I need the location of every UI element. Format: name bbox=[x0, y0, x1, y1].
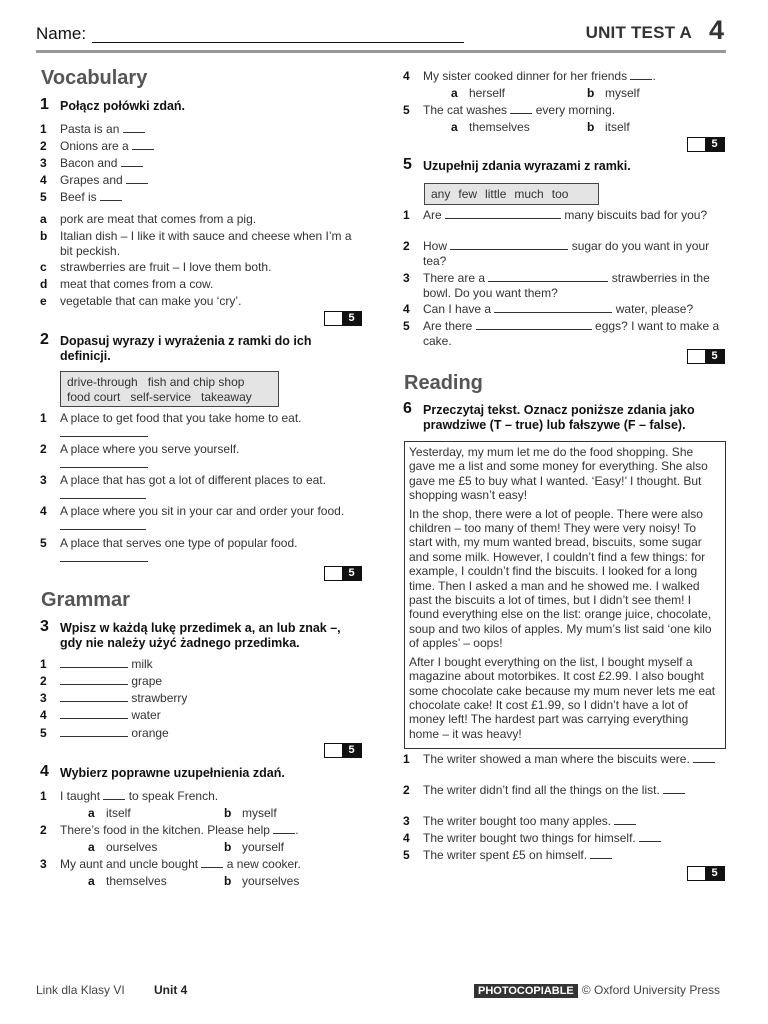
ex6-item-4: 4 The writer bought two things for himself. bbox=[403, 831, 726, 846]
box-word: little bbox=[485, 187, 507, 201]
grammar-title: Grammar bbox=[41, 589, 130, 611]
ex3-item-2: 2 grape bbox=[40, 674, 163, 688]
exercise-3-instruction: 3 Wpisz w każdą lukę przedimek a, an lub znak –, gdy nie należy użyć żadnego przedimka. bbox=[40, 618, 341, 650]
ex4-item-5-option-a[interactable]: a themselves bbox=[451, 120, 530, 134]
unit-test-title: UNIT TEST A bbox=[585, 23, 692, 42]
ex4-item-1: 1 I taught to speak French. bbox=[40, 789, 219, 803]
answer-blank[interactable] bbox=[590, 848, 612, 859]
answer-blank[interactable] bbox=[445, 208, 561, 219]
answer-blank[interactable] bbox=[630, 69, 652, 80]
ex4-item-2-option-a[interactable]: a ourselves bbox=[88, 840, 158, 854]
score-box[interactable] bbox=[687, 866, 725, 881]
ex2-item-1: 1 A place to get food that you take home to eat. bbox=[40, 411, 350, 440]
box-word: too bbox=[551, 187, 569, 201]
exercise-number: 5 bbox=[403, 156, 412, 173]
ex1-item-4: 4 Grapes and bbox=[40, 173, 340, 188]
score-box[interactable] bbox=[324, 743, 362, 758]
answer-blank[interactable] bbox=[614, 814, 636, 825]
name-label: Name: bbox=[36, 24, 87, 43]
answer-blank[interactable] bbox=[60, 674, 128, 685]
ex4-item-1-option-a[interactable]: a itself bbox=[88, 806, 131, 820]
ex1-item-2: 2 Onions are a bbox=[40, 139, 340, 154]
vocabulary-title: Vocabulary bbox=[41, 67, 148, 89]
ex4-item-5: 5 The cat washes every morning. bbox=[403, 103, 616, 117]
score-box[interactable] bbox=[324, 566, 362, 581]
footer-unit: Unit 4 bbox=[154, 983, 188, 997]
answer-blank[interactable] bbox=[60, 426, 148, 437]
reading-paragraph: Yesterday, my mum let me do the food shopping. She gave me a list and some money for everything. She also gave me £5 to buy what I wanted. ‘Easy!’ I thought. But shopping wasn’t easy! bbox=[409, 445, 708, 503]
reading-paragraph: In the shop, there were a lot of people. There were also children – too many of them! They were very noisy! To start with, my mum wanted bread, biscuits, some sugar and some milk. However, I couldn’t find a few things: for example, I couldn’t find the biscuits. I looked for a long time. Then I asked a man and he showed me. I walked past the biscuits a lot of times, but I didn’t see them! I found everything else on the list: orange juice, chocolate, soup and two kilos of apples. My mum’s list said ‘one kilo of apples’ – oops! bbox=[409, 506, 712, 651]
answer-blank[interactable] bbox=[693, 752, 715, 763]
ex1-item-3: 3 Bacon and bbox=[40, 156, 340, 171]
max-score: 5 bbox=[342, 312, 361, 325]
ex1-item-1: 1 Pasta is an bbox=[40, 122, 340, 137]
answer-blank[interactable] bbox=[488, 271, 608, 282]
footer-copyright: PHOTOCOPIABLE © Oxford University Press bbox=[474, 983, 720, 997]
exercise-number: 1 bbox=[40, 96, 49, 113]
ex5-item-3: 3 There are a strawberries in the bowl. Do you want them? bbox=[403, 271, 710, 300]
answer-blank[interactable] bbox=[60, 657, 128, 668]
answer-blank[interactable] bbox=[60, 708, 128, 719]
answer-blank[interactable] bbox=[450, 239, 568, 250]
exercise-6-instruction: 6 Przeczytaj tekst. Oznacz poniższe zdania jako prawdziwe (T – true) lub fałszywe (F – false). bbox=[403, 400, 695, 432]
ex4-item-3-option-b[interactable]: b yourselves bbox=[224, 874, 300, 888]
ex4-item-5-option-b[interactable]: b itself bbox=[587, 120, 630, 134]
ex1-option-a: a pork are meat that comes from a pig. bbox=[40, 212, 257, 226]
answer-blank[interactable] bbox=[476, 319, 592, 330]
answer-blank[interactable] bbox=[60, 551, 148, 562]
header-rule bbox=[36, 50, 726, 53]
ex5-item-4: 4 Can I have a water, please? bbox=[403, 302, 694, 316]
word-box: drive-through fish and chip shop food court self-service takeaway bbox=[60, 371, 279, 407]
answer-blank[interactable] bbox=[60, 726, 128, 737]
exercise-number: 3 bbox=[40, 618, 49, 635]
answer-blank[interactable] bbox=[126, 173, 148, 184]
ex4-item-2: 2 There’s food in the kitchen. Please help . bbox=[40, 823, 299, 837]
exercise-number: 2 bbox=[40, 331, 49, 348]
answer-blank[interactable] bbox=[273, 823, 295, 834]
answer-blank[interactable] bbox=[60, 519, 146, 530]
ex3-item-5: 5 orange bbox=[40, 726, 169, 740]
max-score: 5 bbox=[342, 744, 361, 757]
answer-blank[interactable] bbox=[60, 691, 128, 702]
ex3-item-1: 1 milk bbox=[40, 657, 153, 671]
photocopiable-badge: PHOTOCOPIABLE bbox=[474, 984, 578, 998]
box-word: few bbox=[458, 187, 478, 201]
max-score: 5 bbox=[705, 138, 724, 151]
exercise-number: 4 bbox=[40, 763, 49, 780]
exercise-2-instruction: 2 Dopasuj wyrazy i wyrażenia z ramki do ich definicji. bbox=[40, 331, 312, 363]
answer-blank[interactable] bbox=[201, 857, 223, 868]
ex3-item-3: 3 strawberry bbox=[40, 691, 188, 705]
box-word: any bbox=[431, 187, 451, 201]
page-header bbox=[36, 16, 726, 54]
exercise-4-instruction: 4 Wybierz poprawne uzupełnienia zdań. bbox=[40, 763, 285, 780]
ex4-item-1-option-b[interactable]: b myself bbox=[224, 806, 277, 820]
answer-blank[interactable] bbox=[663, 783, 685, 794]
answer-blank[interactable] bbox=[123, 122, 145, 133]
exercise-5-instruction: 5 Uzupełnij zdania wyrazami z ramki. bbox=[403, 156, 631, 173]
answer-blank[interactable] bbox=[100, 190, 122, 201]
answer-blank[interactable] bbox=[132, 139, 154, 150]
footer-course-name: Link dla Klasy VI bbox=[36, 983, 125, 997]
ex4-item-3: 3 My aunt and uncle bought a new cooker. bbox=[40, 857, 301, 871]
reading-title: Reading bbox=[404, 372, 483, 394]
score-box[interactable] bbox=[687, 349, 725, 364]
score-box[interactable] bbox=[324, 311, 362, 326]
ex6-item-3: 3 The writer bought too many apples. bbox=[403, 814, 726, 829]
ex4-item-4-option-a[interactable]: a herself bbox=[451, 86, 506, 100]
reading-text-box bbox=[404, 441, 726, 749]
unit-number: 4 bbox=[708, 15, 724, 45]
reading-paragraph: After I bought everything on the list, I bought myself a magazine about motorbikes. It cost £2.99. I also bought some chocolate cake because my mum never lets me eat chocolate cake! It cost £1.99, so I didn’t have a lot of money left! The hardest part was carrying everything home – it was heavy! bbox=[409, 654, 716, 741]
ex5-item-1: 1 Are many biscuits bad for you? bbox=[403, 208, 708, 222]
score-box[interactable] bbox=[687, 137, 725, 152]
ex1-option-b: b Italian dish – I like it with sauce and cheese when I’m a bit peckish. bbox=[40, 229, 352, 258]
answer-blank[interactable] bbox=[60, 488, 146, 499]
answer-blank[interactable] bbox=[510, 103, 532, 114]
exercise-number: 6 bbox=[403, 400, 412, 417]
answer-blank[interactable] bbox=[494, 302, 612, 313]
answer-blank[interactable] bbox=[121, 156, 143, 167]
ex6-item-5: 5 The writer spent £5 on himself. bbox=[403, 848, 726, 863]
ex1-item-5: 5 Beef is bbox=[40, 190, 340, 205]
ex6-item-2: 2 The writer didn’t find all the things on the list. bbox=[403, 783, 726, 798]
ex2-item-4: 4 A place where you sit in your car and order your food. bbox=[40, 504, 350, 533]
max-score: 5 bbox=[705, 867, 724, 880]
max-score: 5 bbox=[342, 567, 361, 580]
answer-blank[interactable] bbox=[639, 831, 661, 842]
exercise-1-instruction: 1 Połącz połówki zdań. bbox=[40, 96, 186, 113]
ex2-item-2: 2 A place where you serve yourself. bbox=[40, 442, 350, 471]
answer-blank[interactable] bbox=[60, 457, 148, 468]
ex4-item-4-option-b[interactable]: b myself bbox=[587, 86, 640, 100]
ex3-item-4: 4 water bbox=[40, 708, 161, 722]
ex1-option-d: d meat that comes from a cow. bbox=[40, 277, 214, 291]
page-footer bbox=[36, 983, 720, 999]
box-word: much bbox=[514, 187, 544, 201]
ex2-item-5: 5 A place that serves one type of popular food. bbox=[40, 536, 350, 565]
name-input-line[interactable] bbox=[92, 42, 464, 43]
ex1-option-c: c strawberries are fruit – I love them both. bbox=[40, 260, 272, 274]
ex2-item-3: 3 A place that has got a lot of different places to eat. bbox=[40, 473, 350, 502]
ex5-item-5: 5 Are there eggs? I want to make a cake. bbox=[403, 319, 720, 348]
word-box bbox=[424, 183, 599, 205]
max-score: 5 bbox=[705, 350, 724, 363]
ex4-item-4: 4 My sister cooked dinner for her friends . bbox=[403, 69, 656, 83]
ex5-item-2: 2 How sugar do you want in your tea? bbox=[403, 239, 710, 268]
ex4-item-3-option-a[interactable]: a themselves bbox=[88, 874, 167, 888]
ex1-option-e: e vegetable that can make you ‘cry’. bbox=[40, 294, 242, 308]
ex6-item-1: 1 The writer showed a man where the biscuits were. bbox=[403, 752, 726, 767]
answer-blank[interactable] bbox=[103, 789, 125, 800]
ex4-item-2-option-b[interactable]: b yourself bbox=[224, 840, 285, 854]
